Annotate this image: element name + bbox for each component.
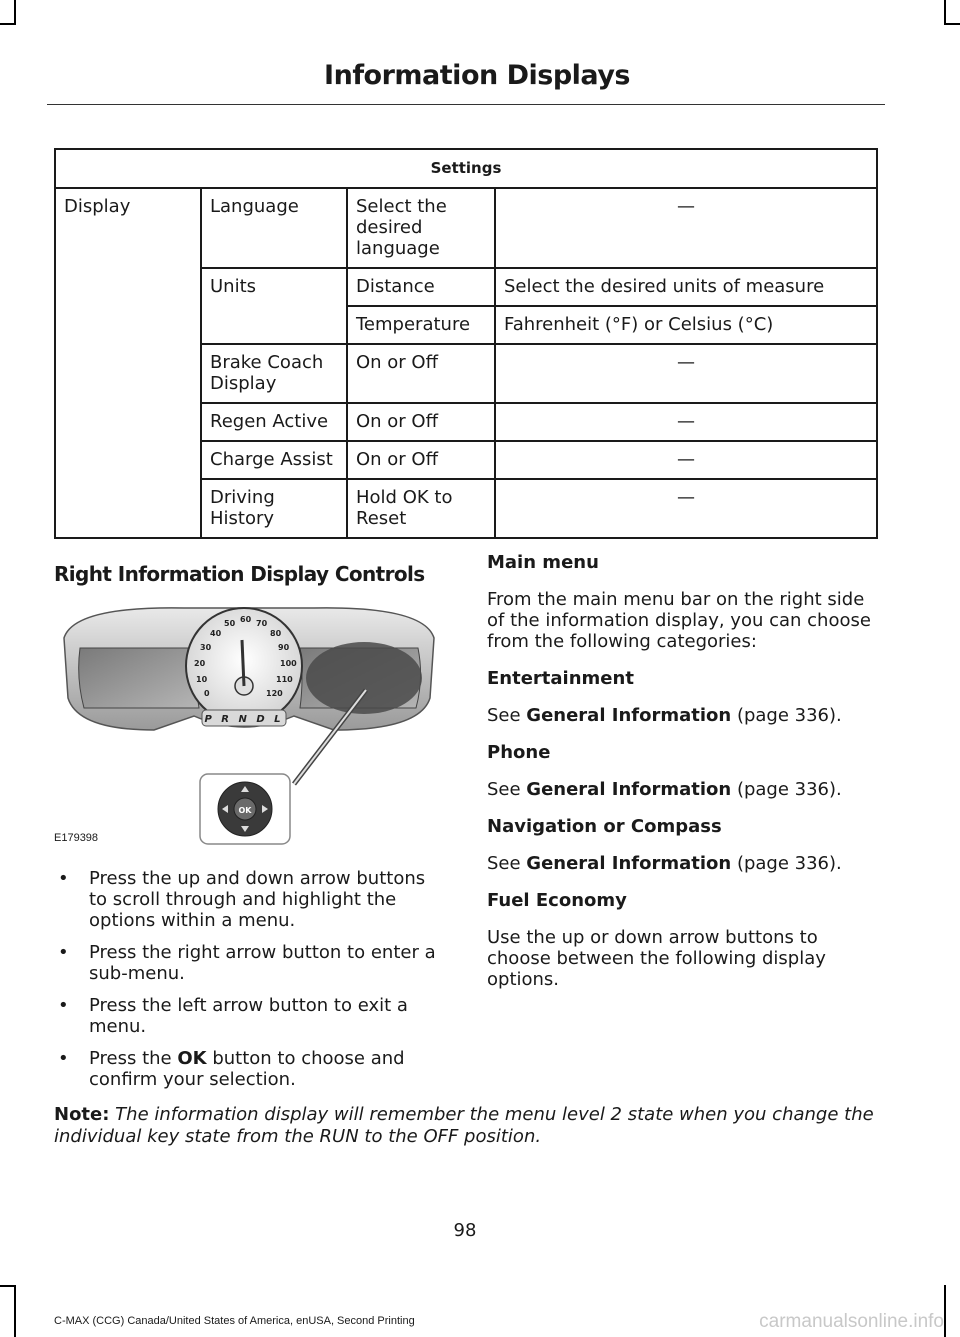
table-cell-detail: —	[495, 479, 877, 538]
table-cell-item: Language	[201, 188, 347, 268]
table-cell-detail: —	[495, 403, 877, 441]
speed-tick-label: 0	[204, 689, 210, 698]
figure-code: E179398	[54, 832, 99, 844]
table-group-cell: Display	[55, 188, 201, 538]
watermark: carmanualsonline.info	[759, 1311, 944, 1332]
page-reference: (page 336).	[731, 853, 842, 874]
page-number: 98	[453, 1220, 477, 1241]
speed-tick-label: 110	[276, 675, 293, 684]
table-cell-option: Select the desired language	[347, 188, 495, 268]
speed-tick-label: 70	[256, 619, 268, 628]
table-cell-item: Charge Assist	[201, 441, 347, 479]
bullet-text-bold: OK	[177, 1048, 207, 1069]
table-cell-detail: —	[495, 441, 877, 479]
table-header-row	[55, 149, 877, 188]
bullet-marker: •	[58, 995, 69, 1016]
header-divider	[47, 104, 885, 105]
crop-mark	[944, 23, 960, 25]
phone-reference	[487, 779, 882, 800]
speed-tick-label: 30	[200, 643, 212, 652]
settings-table	[54, 148, 878, 539]
crop-mark	[944, 0, 946, 24]
crop-mark	[14, 1285, 16, 1337]
list-item	[58, 868, 448, 931]
gear-indicator: P R N D L	[204, 714, 284, 725]
bullet-text-post: button to choose and confirm your selection.	[89, 1048, 405, 1090]
bullet-list	[58, 868, 448, 1101]
list-item	[58, 995, 448, 1037]
crop-mark	[0, 23, 16, 25]
general-information-link[interactable]: General Information	[526, 705, 732, 726]
table-row	[55, 188, 877, 268]
note-text: The information display will remember the menu level 2 state when you change the individual key state from the RUN to the OFF position.	[54, 1104, 874, 1147]
note-label: Note:	[54, 1104, 110, 1125]
right-column	[487, 552, 882, 1006]
table-cell-item: Regen Active	[201, 403, 347, 441]
navigation-heading: Navigation or Compass	[487, 816, 722, 837]
table-cell-item: Units	[201, 268, 347, 344]
entertainment-heading: Entertainment	[487, 668, 634, 689]
bullet-text: Press the left arrow button to exit a menu.	[89, 995, 408, 1037]
speed-tick-label: 50	[224, 619, 236, 628]
table-cell-detail: —	[495, 188, 877, 268]
bullet-marker: •	[58, 1048, 69, 1069]
fuel-economy-text: Use the up or down arrow buttons to choose between the following display options.	[487, 927, 826, 990]
bullet-text: Press the right arrow button to enter a sub-menu.	[89, 942, 436, 984]
general-information-link[interactable]: General Information	[526, 853, 732, 874]
entertainment-reference	[487, 705, 882, 726]
speed-tick-label: 100	[280, 659, 297, 668]
section-heading: Right Information Display Controls	[54, 562, 425, 586]
phone-heading: Phone	[487, 742, 551, 763]
instrument-cluster-illustration	[54, 598, 444, 848]
table-cell-option: Hold OK to Reset	[347, 479, 495, 538]
see-text: See	[487, 705, 527, 726]
bullet-marker: •	[58, 868, 69, 889]
table-cell-option: On or Off	[347, 344, 495, 403]
navigation-reference	[487, 853, 882, 874]
instrument-cluster-figure	[54, 598, 444, 858]
bullet-marker: •	[58, 942, 69, 963]
table-cell-detail: Select the desired units of measure	[495, 268, 877, 306]
speed-tick-label: 80	[270, 629, 282, 638]
speed-tick-label: 40	[210, 629, 222, 638]
table-cell-option: Temperature	[347, 306, 495, 344]
table-caption: Settings	[55, 149, 877, 188]
speed-tick-label: 20	[194, 659, 206, 668]
table-cell-detail: Fahrenheit (°F) or Celsius (°C)	[495, 306, 877, 344]
speed-tick-label: 10	[196, 675, 208, 684]
main-menu-text: From the main menu bar on the right side of the information display, you can choose from the following categories:	[487, 589, 871, 652]
main-menu-heading: Main menu	[487, 552, 599, 573]
crop-mark	[944, 1285, 946, 1337]
footer-text: C-MAX (CCG) Canada/United States of America, enUSA, Second Printing	[54, 1315, 415, 1327]
page-reference: (page 336).	[731, 779, 842, 800]
see-text: See	[487, 853, 527, 874]
general-information-link[interactable]: General Information	[526, 779, 732, 800]
crop-mark	[14, 0, 16, 24]
list-item	[58, 1048, 448, 1090]
ok-button-label: OK	[238, 806, 252, 815]
list-item	[58, 942, 448, 984]
page-title: Information Displays	[324, 60, 630, 91]
page-reference: (page 336).	[731, 705, 842, 726]
note-paragraph	[54, 1104, 884, 1148]
see-text: See	[487, 779, 527, 800]
fuel-economy-heading: Fuel Economy	[487, 890, 627, 911]
speed-tick-label: 90	[278, 643, 290, 652]
speed-tick-label: 120	[266, 689, 283, 698]
bullet-text-pre: Press the	[89, 1048, 178, 1069]
speed-tick-label: 60	[240, 615, 252, 624]
table-cell-item: Driving History	[201, 479, 347, 538]
crop-mark	[0, 1285, 16, 1287]
table-cell-item: Brake Coach Display	[201, 344, 347, 403]
bullet-text: Press the up and down arrow buttons to scroll through and highlight the options within a menu.	[89, 868, 426, 931]
table-cell-option: On or Off	[347, 441, 495, 479]
table-cell-option: Distance	[347, 268, 495, 306]
table-cell-option: On or Off	[347, 403, 495, 441]
table-cell-detail: —	[495, 344, 877, 403]
